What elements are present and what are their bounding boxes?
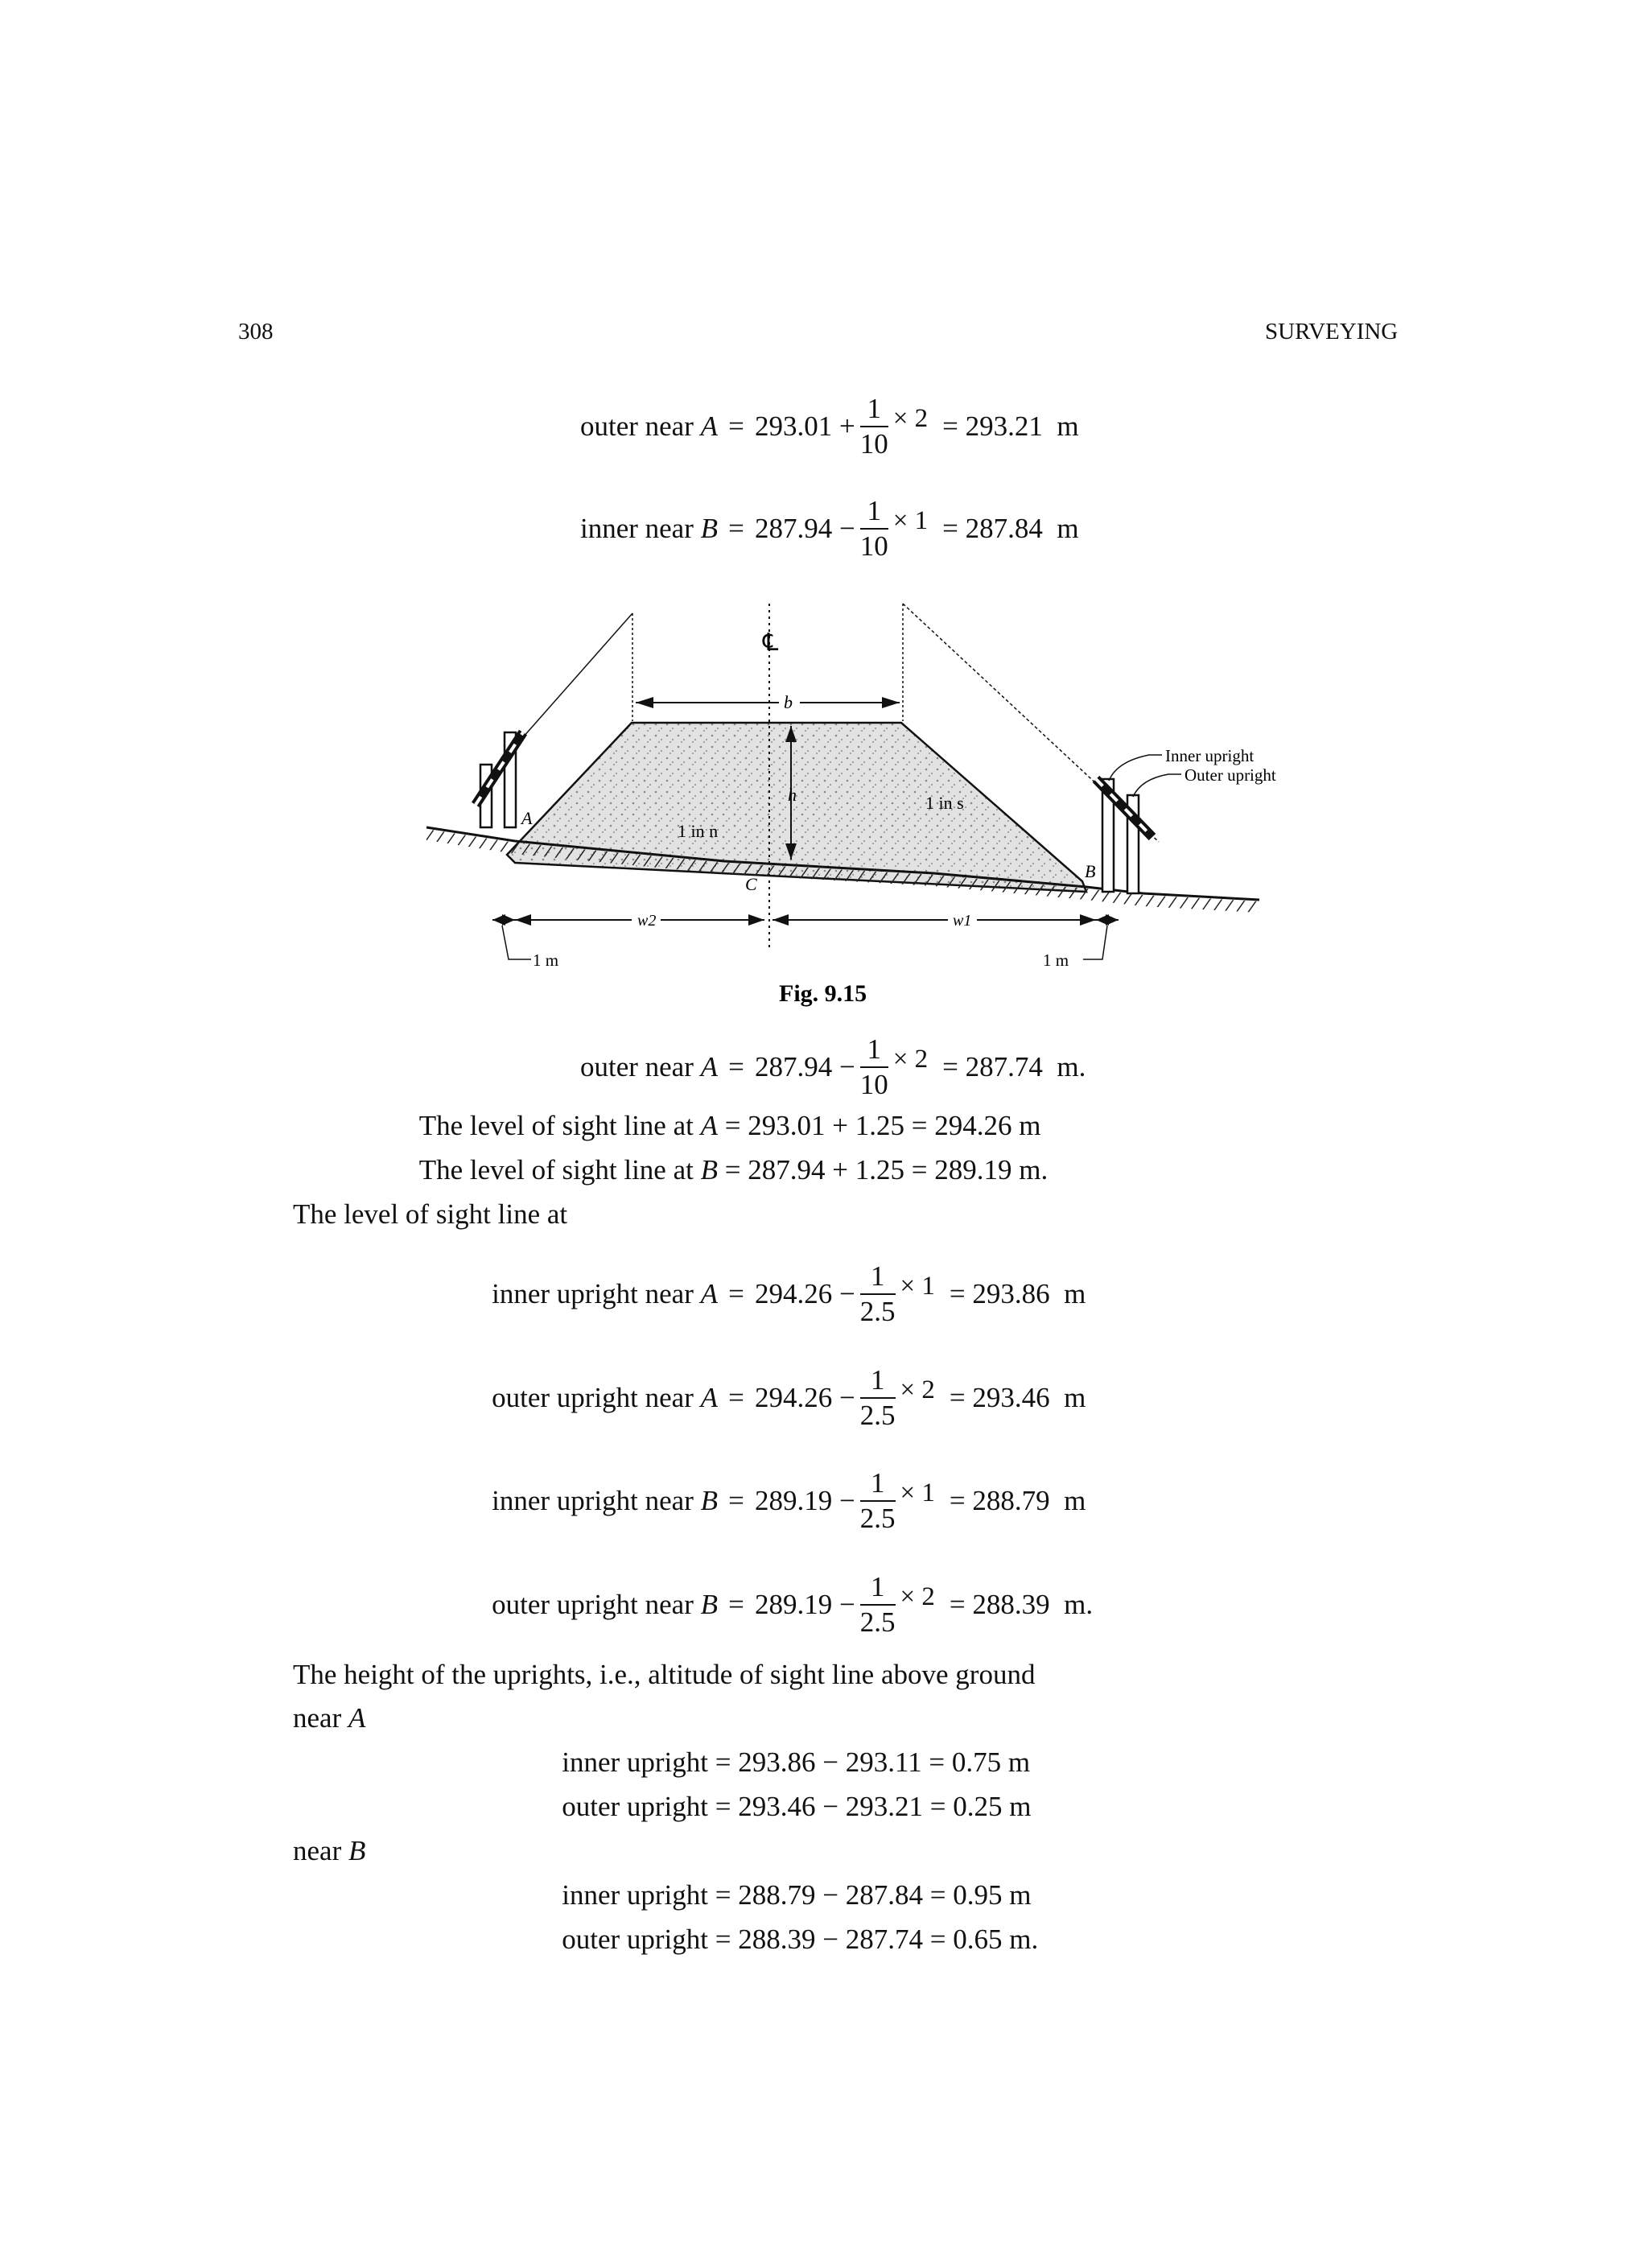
label-point-c: C: [745, 874, 757, 894]
eq-label: outer near: [579, 410, 694, 442]
eq-label: inner near: [579, 513, 694, 544]
label-1m-left: 1 m: [533, 950, 559, 970]
running-title: SURVEYING: [1265, 319, 1399, 344]
near-b-heading: near B: [293, 1835, 366, 1866]
sight-line-intro: The level of sight line at: [293, 1198, 568, 1230]
eq-point: A: [700, 410, 718, 442]
heights-intro: The height of the uprights, i.e., altitude of sight line above ground: [293, 1659, 1036, 1690]
sight-line-a: The level of sight line at A = 293.01 + 1.25 = 294.26 m: [418, 1110, 1041, 1141]
eq-value: 287.94: [755, 513, 833, 544]
eq-result: = 293.21: [942, 410, 1043, 442]
centre-line-symbol: ℄: [763, 629, 779, 656]
height-inner-upright-a: inner upright = 293.86 − 293.11 = 0.75 m: [562, 1746, 1031, 1778]
eq-point: B: [700, 513, 718, 544]
height-inner-upright-b: inner upright = 288.79 − 287.84 = 0.95 m: [562, 1879, 1032, 1911]
label-w1: w1: [953, 912, 972, 930]
label-1m-right: 1 m: [1043, 950, 1069, 970]
label-outer-upright: Outer upright: [1184, 765, 1276, 785]
equation-outer-upright-a: outer upright near A = 294.26 − $\frac{1}{2.5}$ × 2 = 293.46 m: [492, 1364, 1086, 1431]
eq-result: = 287.84: [942, 513, 1043, 544]
fraction: $\frac{1}{2.5}$: [859, 1467, 896, 1534]
equation-inner-upright-b: inner upright near B = 289.19 − $\frac{1}{2.5}$ × 1 = 288.79 m: [492, 1467, 1086, 1534]
label-point-b: B: [1085, 861, 1096, 881]
label-b: b: [784, 692, 793, 712]
fraction: $\frac{1}{10}$: [859, 495, 888, 562]
fraction: $\frac{1}{2.5}$: [859, 1364, 896, 1431]
fraction: $\frac{1}{10}$: [859, 393, 888, 460]
label-slope-left: 1 in n: [678, 821, 719, 841]
near-a-heading: near A: [293, 1702, 366, 1734]
label-slope-right: 1 in s: [925, 793, 964, 813]
fraction: $\frac{1}{2.5}$: [859, 1571, 896, 1638]
equation-inner-upright-a: inner upright near A = 294.26 − $\frac{1}{2.5}$ × 1 = 293.86 m: [492, 1260, 1086, 1327]
label-h: h: [788, 785, 797, 805]
sight-line-b: The level of sight line at B = 287.94 + 1.25 = 289.19 m.: [418, 1154, 1049, 1186]
equation-outer-near-a-1: outer near A = 293.01 + $\frac{1}{10}$ × 2 = 293.21 m: [579, 393, 1079, 460]
page-number: 308: [238, 319, 274, 344]
figure-caption: Fig. 9.15: [779, 980, 867, 1007]
eq-value: 293.01: [755, 410, 833, 442]
figure-9-15: [0, 0, 1648, 1014]
height-outer-upright-b: outer upright = 288.39 − 287.74 = 0.65 m.: [562, 1924, 1039, 1955]
label-point-a: A: [521, 808, 533, 828]
equation-outer-near-a-2: outer near A = 287.94 − $\frac{1}{10}$ × 2 = 287.74 m.: [579, 1033, 1086, 1100]
equation-outer-upright-b: outer upright near B = 289.19 − $\frac{1}{2.5}$ × 2 = 288.39 m.: [492, 1571, 1094, 1638]
label-inner-upright: Inner upright: [1165, 746, 1255, 765]
label-w2: w2: [637, 912, 657, 930]
fraction: $\frac{1}{10}$: [859, 1033, 888, 1100]
fraction: $\frac{1}{2.5}$: [859, 1260, 896, 1327]
height-outer-upright-a: outer upright = 293.46 − 293.21 = 0.25 m: [562, 1791, 1032, 1822]
equation-inner-near-b: inner near B = 287.94 − $\frac{1}{10}$ × 1 = 287.84 m: [579, 495, 1079, 562]
